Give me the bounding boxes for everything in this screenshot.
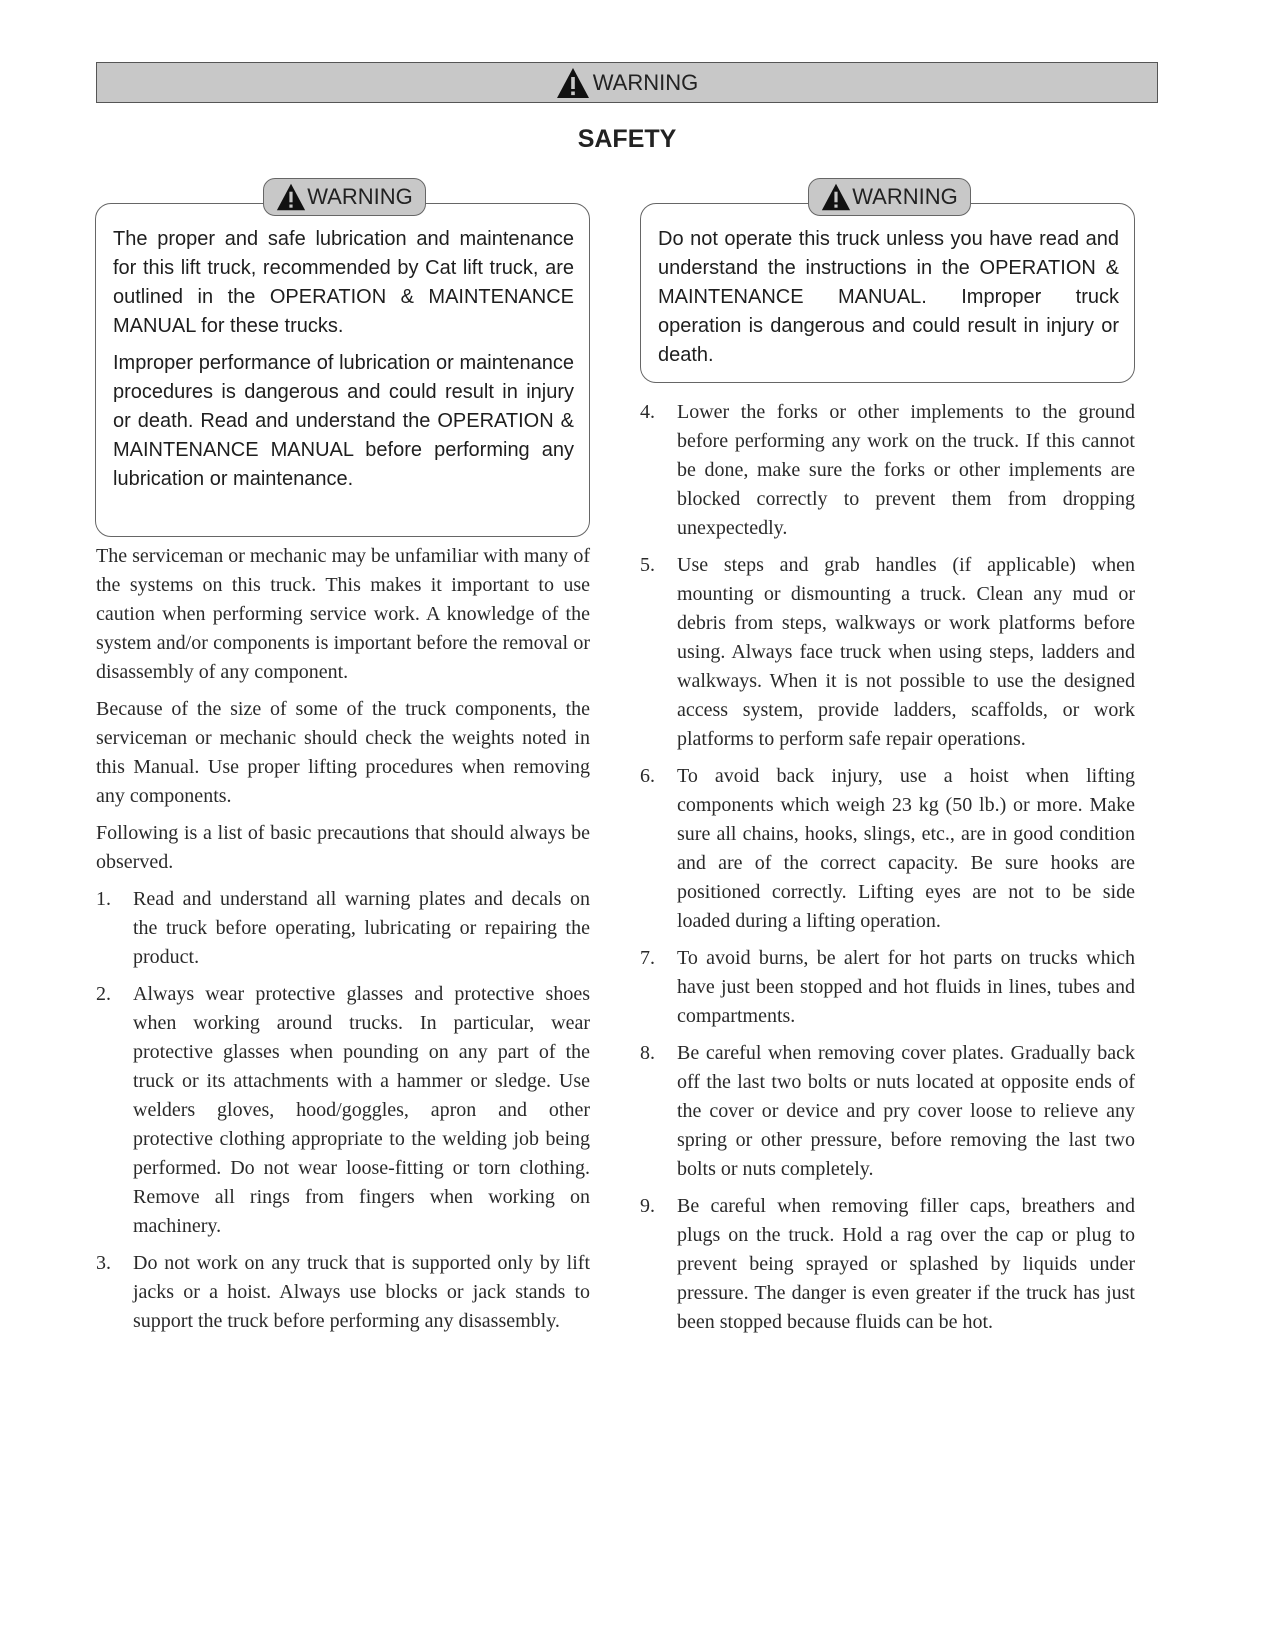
right-column [640,398,1135,1345]
precaution-list [640,398,1135,1337]
warning-tab [263,178,426,216]
intro-paragraph: Because of the size of some of the truck components, the serviceman or mechanic should check the weights noted in this Manual. Use proper lifting procedures when removing any components. [96,698,590,807]
precaution-item: 9. Be careful when removing filler caps, breathers and plugs on the truck. Hold a rag over the cap or plug to prevent being sprayed or splashed by liquids under pressure. The danger is even greater if the truck has just been stopped because fluids can be hot. [640,1195,1135,1333]
warning-paragraph: Do not operate this truck unless you have read and understand the instructions in the OPERATION & MAINTENANCE MANUAL. Improper truck operation is dangerous and could result in injury or death. [658,228,1119,366]
warning-tab-label: WARNING [307,184,413,209]
precaution-item: 8. Be careful when removing cover plates. Gradually back off the last two bolts or nuts located at opposite ends of the cover or device and pry cover loose to relieve any spring or other pressure, before removing the last two bolts or nuts completely. [640,1042,1135,1180]
precaution-item: 6. To avoid back injury, use a hoist when lifting components which weigh 23 kg (50 lb.) or more. Make sure all chains, hooks, slings, etc., are in good condition and are of the correct capacity. Be sure hooks are positioned correctly. Lifting eyes are not to be side loaded during a lifting operation. [640,765,1135,932]
intro-paragraph: Following is a list of basic precautions that should always be observed. [96,822,590,873]
precaution-item: 7. To avoid burns, be alert for hot parts on trucks which have just been stopped and hot fluids in lines, tubes and compartments. [640,947,1135,1027]
warning-tab-label: WARNING [852,184,958,209]
warning-banner-label: WARNING [592,69,699,95]
page-title: SAFETY [577,125,677,153]
warning-text-operation [658,225,1119,370]
precaution-item: 1. Read and understand all warning plates and decals on the truck before operating, lubricating or repairing the product. [96,888,590,968]
precaution-item: 4. Lower the forks or other implements to the ground before performing any work on the truck. If this cannot be done, make sure the forks or other implements are blocked correctly to prevent them from dropping unexpectedly. [640,401,1135,539]
warning-triangle-icon [276,182,306,212]
warning-paragraph: Improper performance of lubrication or maintenance procedures is dangerous and could result in injury or death. Read and understand the OPERATION & MAINTENANCE MANUAL before performing any lubrication or maintenance. [113,352,574,490]
warning-triangle-icon [821,182,851,212]
precaution-item: 5. Use steps and grab handles (if applicable) when mounting or dismounting a truck. Clean any mud or debris from steps, walkways or work platforms before using. Always face truck when using steps, ladders and walkways. When it is not possible to use the designed access system, provide ladders, scaffolds, or work platforms to perform safe repair operations. [640,554,1135,750]
warning-banner [96,62,1158,103]
intro-paragraph: The serviceman or mechanic may be unfamiliar with many of the systems on this truck. This makes it important to use caution when performing service work. A knowledge of the system and/or components is important before the removal or disassembly of any component. [96,545,590,683]
precaution-item: 3. Do not work on any truck that is supported only by lift jacks or a hoist. Always use blocks or jack stands to support the truck before performing any disassembly. [96,1252,590,1332]
warning-tab [808,178,971,216]
left-column [96,542,590,1344]
warning-paragraph: The proper and safe lubrication and maintenance for this lift truck, recommended by Cat lift truck, are outlined in the OPERATION & MAINTENANCE MANUAL for these trucks. [113,228,574,337]
precaution-list [96,885,590,1336]
precaution-item: 2. Always wear protective glasses and protective shoes when working around trucks. In particular, wear protective glasses when pounding on any part of the truck or its attachments with a hammer or sledge. Use welders gloves, hood/goggles, apron and other protective clothing appropriate to the welding job being performed. Do not wear loose-fitting or torn clothing. Remove all rings from fingers when working on machinery. [96,983,590,1237]
warning-triangle-icon [556,67,590,99]
warning-text-lubrication [113,225,574,494]
